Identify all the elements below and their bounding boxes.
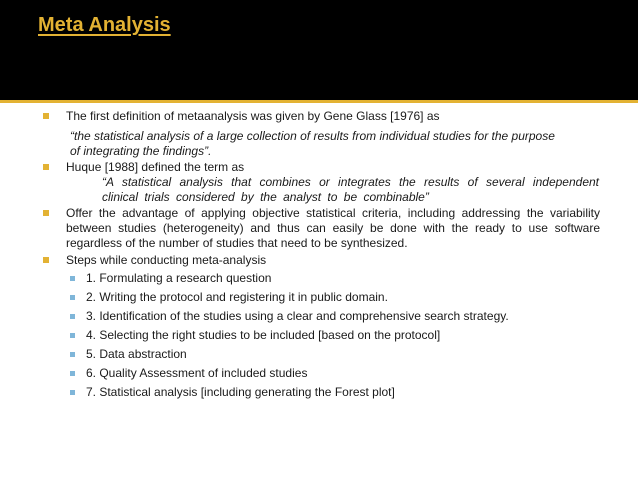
title-divider [0,100,638,103]
bullet-marker [43,113,49,119]
bullet-marker [43,164,49,170]
step-item: 1. Formulating a research question [86,271,272,285]
sub-bullet-marker [70,295,75,300]
sub-bullet-marker [70,371,75,376]
sub-bullet-marker [70,333,75,338]
bullet-1-quote-line-1: “the statistical analysis of a large collection of results from individual studies for the purpose [70,129,555,143]
bullet-4-text: Steps while conducting meta-analysis [66,253,267,267]
step-item: 3. Identification of the studies using a clear and comprehensive search strategy. [86,309,509,323]
step-item: 7. Statistical analysis [including generating the Forest plot] [86,385,395,399]
bullet-2-text: Huque [1988] defined the term as [66,160,245,174]
bullet-2-quote-line-2: clinical trials considered by the analyst to be combinable” [102,190,429,204]
step-item: 2. Writing the protocol and registering it in public domain. [86,290,388,304]
bullet-3-text: Offer the advantage of applying objective statistical criteria, including addressing the variability between studies (heterogeneity) and thus can easily be done with the ready to use software regardless of the number of studies that need to be synthesized. [66,206,600,250]
step-item: 6. Quality Assessment of included studies [86,366,308,380]
slide-title: Meta Analysis [38,14,171,36]
sub-bullet-marker [70,276,75,281]
step-item: 4. Selecting the right studies to be included [based on the protocol] [86,328,441,342]
bullet-2-quote-line-1: “A statistical analysis that combines or integrates the results of several independent [102,175,599,189]
bullet-1-quote-line-2: of integrating the findings”. [70,144,212,158]
bullet-1-text: The first definition of metaanalysis was given by Gene Glass [1976] as [66,109,440,123]
step-item: 5. Data abstraction [86,347,187,361]
sub-bullet-marker [70,352,75,357]
bullet-marker [43,210,49,216]
sub-bullet-marker [70,314,75,319]
sub-bullet-marker [70,390,75,395]
bullet-marker [43,257,49,263]
title-bar [0,0,638,100]
